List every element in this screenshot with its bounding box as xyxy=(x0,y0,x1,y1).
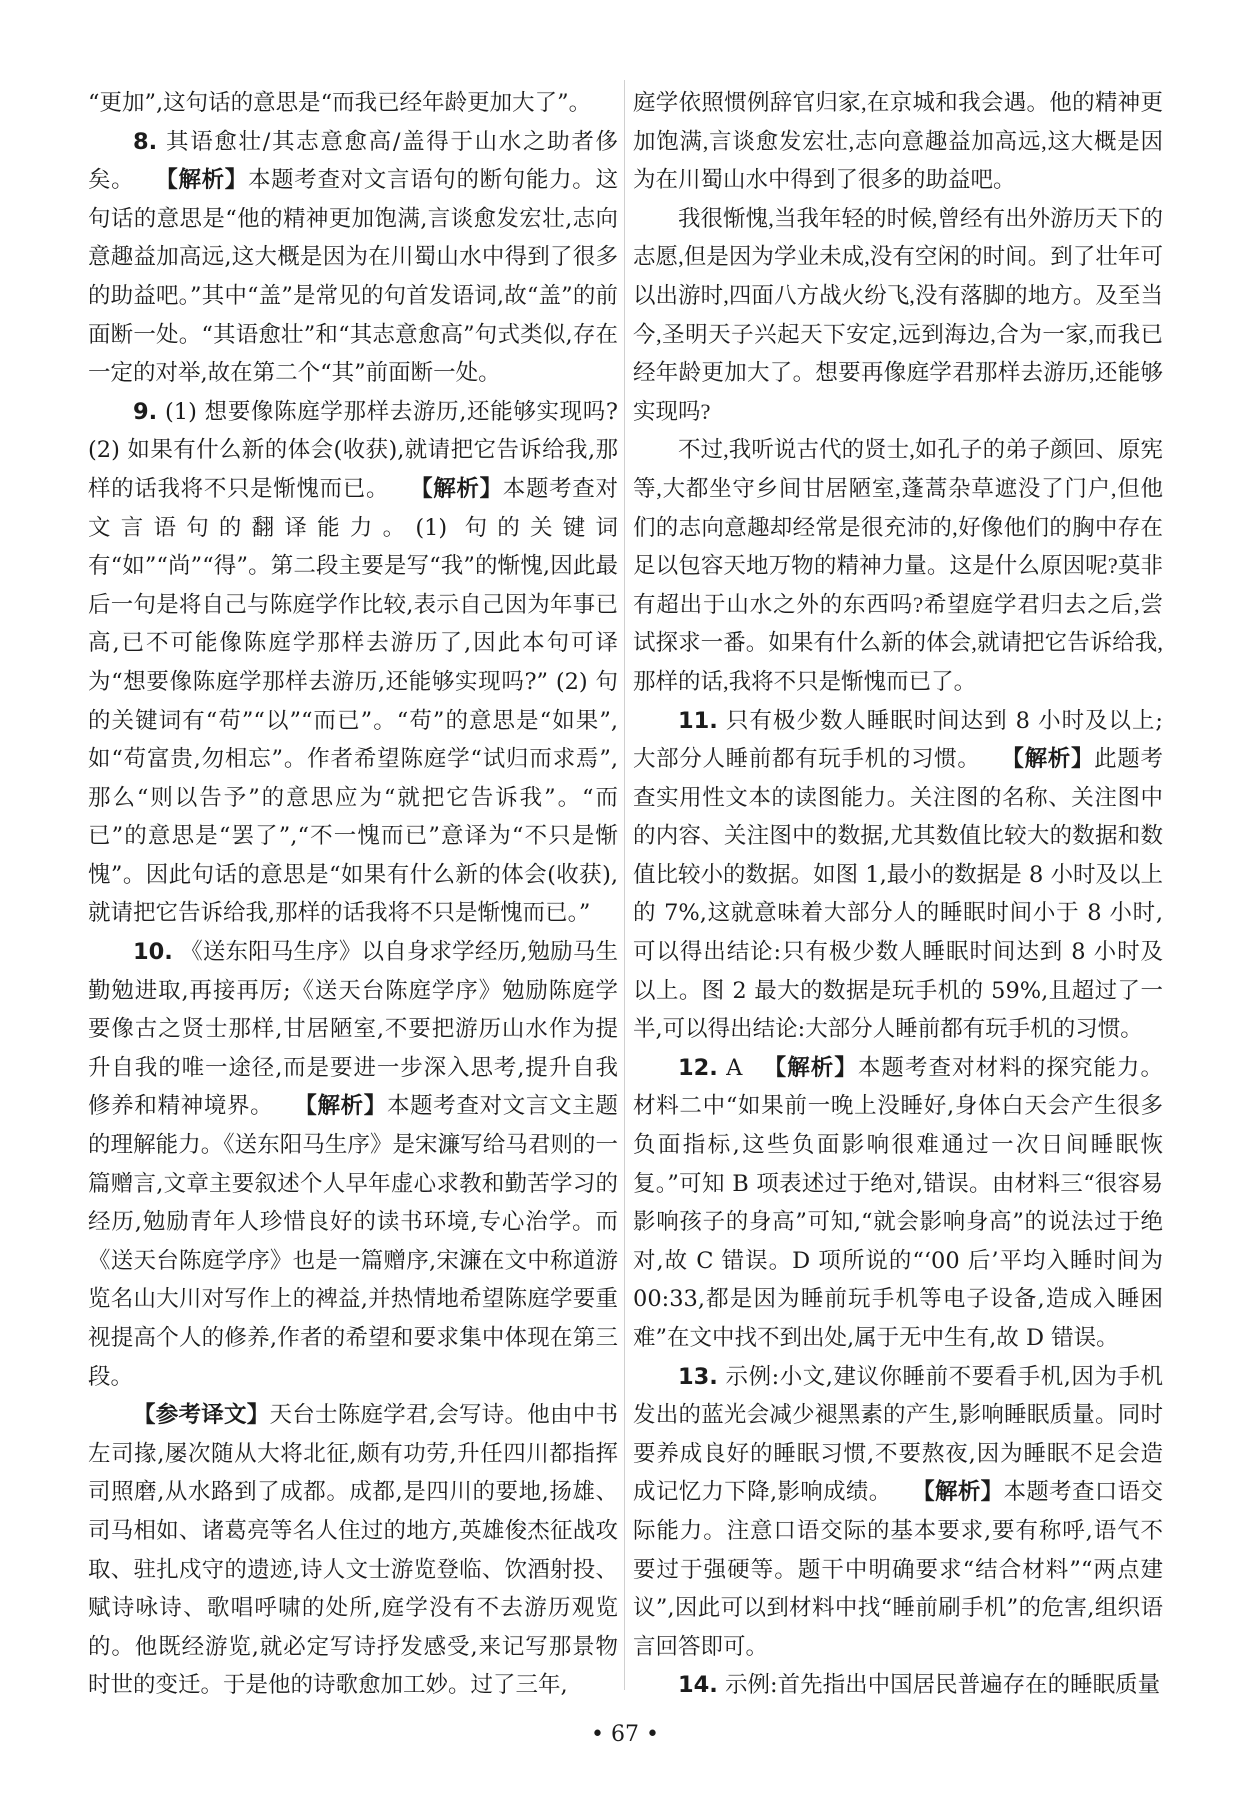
analysis-tag: 【 解析 】 xyxy=(763,1055,858,1081)
analysis-text: 本题考查对文言语句的断句能力。这句话的意思是“他的精神更加饱满,言谈愈发宏壮,志向意趣益加高远,这大概是因为在川蜀山水中得到了很多的助益吧。”其中“盖”是常见的句首发语词,故“盖”的前面断一处。“其语愈壮”和“其志意愈高”句式类似,存在一定的对举,故在第二个“其”前面断一处。 xyxy=(88,167,618,387)
answer-11 xyxy=(633,702,1163,1049)
answer-text: 示例:小文,建议你睡前不要看手机,因为手机发出的蓝光会减少褪黑素的产生,影响睡眠质量。同时要养成良好的睡眠习惯,不要熬夜,因为睡眠不足会造成记忆力下降,影响成绩。 xyxy=(633,1363,1163,1506)
answer-8 xyxy=(88,123,618,393)
answer-13 xyxy=(633,1358,1163,1667)
page-number: • 67 • xyxy=(591,1722,659,1747)
question-number: 12. xyxy=(678,1054,718,1081)
answer-12 xyxy=(633,1049,1163,1358)
answer-10 xyxy=(88,933,618,1396)
reference-tag: 【 参考译文 】 xyxy=(133,1402,270,1428)
answer-text: 只有极少数人睡眠时间达到 8 小时及以上;大部分人睡前都有玩手机的习惯。 xyxy=(633,707,1164,773)
question-number: 11. xyxy=(678,707,718,734)
reference-text: 天台士陈庭学君,会写诗。他由中书左司掾,屡次随从大将北征,颇有功劳,升任四川都指挥司照磨,从水路到了成都。成都,是四川的要地,扬雄、司马相如、诸葛亮等名人住过的地方,英雄俊杰征战攻取、驻扎戍守的遗迹,诗人文士游览登临、饮酒射投、赋诗咏诗、歌唱呼啸的处所,庭学没有不去游历观览的。他既经游览,就必定写诗抒发感受,来记写那景物时世的变迁。于是他的诗歌愈加工妙。过了三年, xyxy=(88,1402,618,1699)
analysis-tag: 【 解析 】 xyxy=(912,1479,1004,1505)
question-number: 8. xyxy=(133,128,158,155)
answer-text: 其语愈壮/其志意愈高/盖得于山水之助者侈矣。 xyxy=(88,128,618,194)
analysis-text: 此题考查实用性文本的读图能力。关注图的名称、关注图中的内容、关注图中的数据,尤其数值比较大的数据和数值比较小的数据。如图 1,最小的数据是 8 小时及以上的 7%,这就意味着大部分人的睡眠时间小于 8 小时,可以得出结论:只有极少数人睡眠时间达到 8 小时及以上。图 2 最大的数据是玩手机的 59%,且超过了一半,可以得出结论:大部分人睡前都有玩手机的习惯。 xyxy=(633,746,1163,1043)
right-column xyxy=(633,84,1163,1705)
analysis-text: 本题考查对材料的探究能力。材料二中“如果前一晚上没睡好,身体白天会产生很多负面指标,这些负面影响很难通过一次日间睡眠恢复。”可知 B 项表述过于绝对,错误。由材料三“很容易影响孩子的身高”可知,“就会影响身高”的说法过于绝对,故 C 错误。D 项所说的“‘00 后’平均入睡时间为 00:33,都是因为睡前玩手机等电子设备,造成入睡困难”在文中找不到出处,属于无中生有,故 D 错误。 xyxy=(633,1054,1163,1351)
column-divider xyxy=(624,80,625,1690)
analysis-tag: 【 解析 】 xyxy=(294,1093,387,1119)
answer-text: 《送东阳马生序》以自身求学经历,勉励马生勤勉进取,再接再厉;《送天台陈庭学序》勉励陈庭学要像古之贤士那样,甘居陋室,不要把游历山水作为提升自我的唯一途径,而是要进一步深入思考,提升自我修养和精神境界。 xyxy=(88,939,619,1120)
question-number: 10. xyxy=(133,939,173,966)
answer-text: (1) 想要像陈庭学那样去游历,还能够实现吗?(2) 如果有什么新的体会(收获),就请把它告诉给我,那样的话我将不只是惭愧而已。 xyxy=(88,398,618,502)
analysis-text: 本题考查对文言语句的翻译能力。(1) 句的关键词有“如”“尚”“得”。第二段主要是写“我”的惭愧,因此最后一句是将自己与陈庭学作比较,表示自己因为年事已高,已不可能像陈庭学那样去游历了,因此本句可译为“想要像陈庭学那样去游历,还能够实现吗?” (2) 句的关键词有“苟”“以”“而已”。“苟”的意思是“如果”,如“苟富贵,勿相忘”。作者希望陈庭学“试归而求焉”,那么“则以告予”的意思应为“就把它告诉我”。“而已”的意思是“罢了”,“不一愧而已”意译为“不只是惭愧”。因此句话的意思是“如果有什么新的体会(收获),就请把它告诉给我,那样的话我将不只是惭愧而已。” xyxy=(88,475,618,927)
analysis-tag: 【 解析 】 xyxy=(155,167,248,193)
analysis-text: 本题考查口语交际能力。注意口语交际的基本要求,要有称呼,语气不要过于强硬等。题干中明确要求“结合材料”“两点建议”,因此可以到材料中找“睡前刷手机”的危害,组织语言回答即可。 xyxy=(633,1479,1163,1660)
answer-14 xyxy=(633,1666,1163,1705)
answer-9 xyxy=(88,393,618,933)
analysis-tag: 【 解析 】 xyxy=(409,476,502,502)
continued-paragraph: “更加”,这句话的意思是“而我已经年龄更加大了”。 xyxy=(88,90,592,116)
question-number: 9. xyxy=(133,398,158,425)
reference-translation xyxy=(88,1396,618,1705)
question-number: 14. xyxy=(678,1672,718,1699)
translation-paragraph-2: 我很惭愧,当我年轻的时候,曾经有出外游历天下的志愿,但是因为学业未成,没有空闲的时间。到了壮年可以出游时,四面八方战火纷飞,没有落脚的地方。及至当今,圣明天子兴起天下安定,远到海边,合为一家,而我已经年龄更加大了。想要再像庭学君那样去游历,还能够实现吗? xyxy=(633,205,1163,424)
translation-paragraph-3: 不过,我听说古代的贤士,如孔子的弟子颜回、原宪等,大都坐守乡间甘居陋室,蓬蒿杂草遮没了门户,但他们的志向意趣却经常是很充沛的,好像他们的胸中存在足以包容天地万物的精神力量。这是什么原因呢?莫非有超出于山水之外的东西吗?希望庭学君归去之后,尝试探求一番。如果有什么新的体会,就请把它告诉给我,那样的话,我将不只是惭愧而已了。 xyxy=(633,437,1163,694)
left-column xyxy=(88,84,618,1705)
question-number: 13. xyxy=(678,1363,718,1390)
analysis-text: 本题考查对文言文主题的理解能力。《送东阳马生序》是宋濂写给马君则的一篇赠言,文章主要叙述个人早年虚心求教和勤苦学习的经历,勉励青年人珍惜良好的读书环境,专心治学。而《送天台陈庭学序》也是一篇赠序,宋濂在文中称道游览名山大川对写作上的裨益,并热情地希望陈庭学要重视提高个人的修养,作者的希望和要求集中体现在第三段。 xyxy=(88,1093,618,1390)
analysis-tag: 【 解析 】 xyxy=(1001,746,1094,772)
answer-text: A xyxy=(726,1054,743,1081)
translation-paragraph-1: 庭学依照惯例辞官归家,在京城和我会遇。他的精神更加饱满,言谈愈发宏壮,志向意趣益加高远,这大概是因为在川蜀山水中得到了很多的助益吧。 xyxy=(633,90,1163,193)
answer-text: 示例:首先指出中国居民普遍存在的睡眠质量 xyxy=(725,1672,1161,1699)
